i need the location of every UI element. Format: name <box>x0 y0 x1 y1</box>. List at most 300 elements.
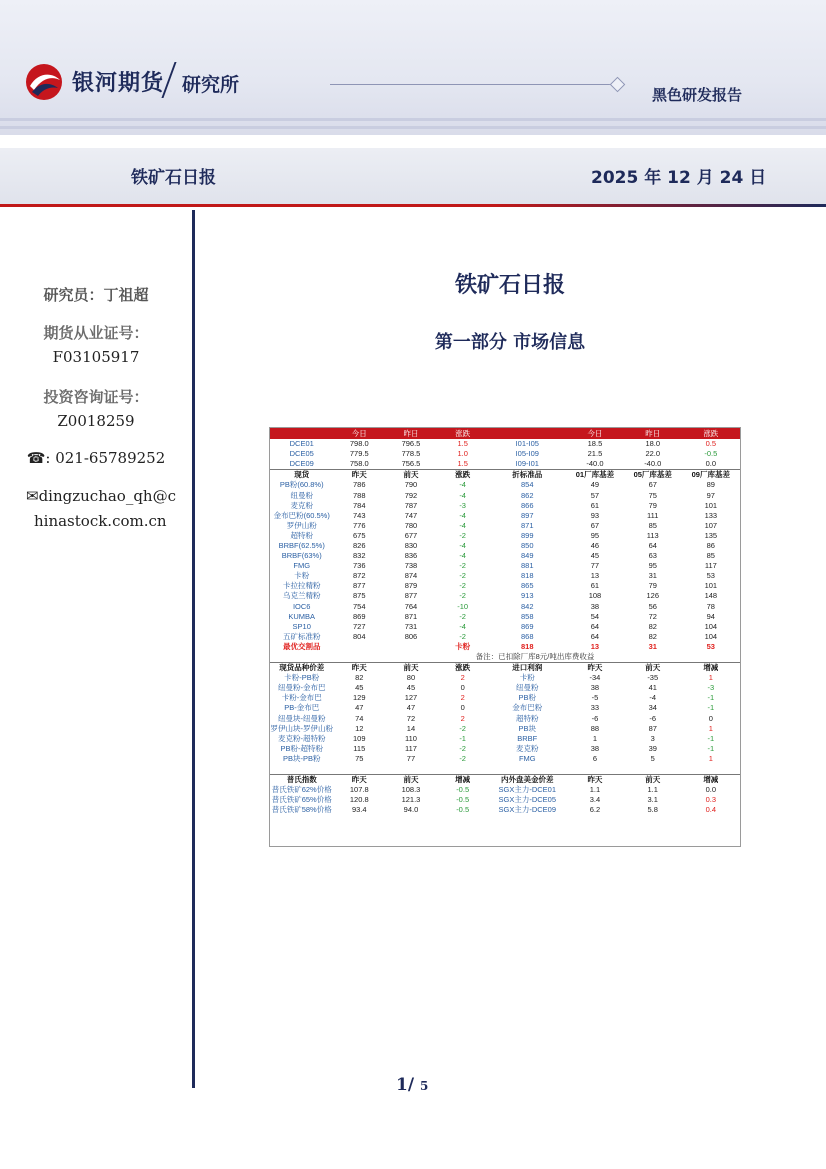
table-row <box>270 734 740 744</box>
table-cell: 871 <box>404 611 418 621</box>
table-cell: 879 <box>404 581 418 591</box>
table-cell: 61 <box>590 581 600 591</box>
table-cell: KUMBA <box>288 611 316 621</box>
table-cell: 38 <box>590 601 600 611</box>
table-cell: 850 <box>521 540 534 550</box>
table-cell: 754 <box>353 601 366 611</box>
table-cell: 卡粉-PB粉 <box>284 673 320 683</box>
table-cell: 53 <box>706 571 715 581</box>
table-cell: 41 <box>648 683 657 693</box>
table-cell: 872 <box>353 571 366 581</box>
table-cell: 877 <box>353 581 366 591</box>
table-cell: -2 <box>459 530 466 540</box>
table-cell: -0.5 <box>456 785 470 795</box>
table-cell: 743 <box>353 510 366 520</box>
table-cell: 6 <box>592 753 598 763</box>
table-cell: 74 <box>355 713 364 723</box>
table-cell: 罗伊山粉 <box>286 520 317 530</box>
table-cell: 110 <box>404 733 417 743</box>
table-cell: -1 <box>707 703 715 713</box>
table-cell: 超特粉 <box>290 530 313 540</box>
table-cell: 75 <box>355 753 364 763</box>
table-cell: -3 <box>459 500 466 510</box>
table-cell: 675 <box>353 530 366 540</box>
table-cell: 792 <box>404 490 418 500</box>
table-row <box>270 744 740 754</box>
table-row <box>270 490 740 500</box>
table-cell: 830 <box>404 540 418 550</box>
table-row <box>270 612 740 622</box>
table-cell: 75 <box>648 490 657 500</box>
table-cell: -4 <box>459 540 466 550</box>
table-cell: 普氏铁矿62%价格 <box>271 785 332 795</box>
table-cell: 18.0 <box>645 439 661 449</box>
table-cell: FMG <box>293 561 311 571</box>
table-cell: 0 <box>460 683 465 693</box>
table-cell: 今日 <box>566 428 624 439</box>
table-cell: I01-I05 <box>515 439 539 449</box>
table-cell: 21.5 <box>587 449 603 459</box>
table-cell: PB块-PB粉 <box>282 753 321 763</box>
table-cell: 13 <box>590 571 600 581</box>
table-cell: 113 <box>646 530 659 540</box>
table-cell: I05-I09 <box>515 449 539 459</box>
table-row <box>270 581 740 591</box>
table-cell: 64 <box>590 621 600 631</box>
table-cell: 45 <box>590 551 600 561</box>
table-cell: 0.3 <box>705 795 717 805</box>
table-cell: 1 <box>708 723 713 733</box>
table-cell: 787 <box>404 500 418 510</box>
table-cell: PB粉(60.8%) <box>279 480 324 490</box>
table-cell: 麦克粉-超特粉 <box>277 733 326 743</box>
table-cell: 64 <box>648 540 657 550</box>
table-cell: 38 <box>590 743 600 753</box>
table-cell: 31 <box>648 571 657 581</box>
table-cell: BRBF <box>517 733 538 743</box>
table-cell: 731 <box>404 621 418 631</box>
table-cell: 49 <box>590 480 600 490</box>
table-cell: 862 <box>521 490 534 500</box>
table-cell: 罗伊山块-罗伊山粉 <box>270 723 333 733</box>
table-row <box>270 673 740 683</box>
table-cell: 最优交割品 <box>282 641 321 651</box>
table-cell <box>270 428 333 439</box>
table-cell: 77 <box>406 753 416 763</box>
table-cell: 796.5 <box>401 439 421 449</box>
table-cell: 776 <box>353 520 366 530</box>
table-cell: PB粉 <box>518 693 537 703</box>
researcher: 研究员：丁祖超 <box>43 286 149 304</box>
table-cell: -2 <box>459 611 466 621</box>
table-cell: PB粉-超特粉 <box>280 743 323 753</box>
table-cell: 0.0 <box>705 785 717 795</box>
table-cell: SGX主力-DCE05 <box>498 795 557 805</box>
table-cell: 金布巴粉 <box>512 703 543 713</box>
table-row <box>270 724 740 734</box>
spacer <box>270 764 740 775</box>
table-cell: 858 <box>521 611 534 621</box>
table-cell: 788 <box>353 490 366 500</box>
table-cell: 72 <box>648 611 657 621</box>
table-cell: 778.5 <box>401 449 421 459</box>
table-cell: 47 <box>406 703 416 713</box>
table-row <box>270 501 740 511</box>
table-cell: 纽曼粉-金布巴 <box>277 683 326 693</box>
table-cell: -3 <box>707 683 715 693</box>
table-cell: IOC6 <box>292 601 311 611</box>
table-cell: 39 <box>648 743 657 753</box>
header-line <box>330 84 620 85</box>
table-cell: SGX主力-DCE09 <box>498 805 557 815</box>
table-cell: 前天 <box>624 663 682 674</box>
table-cell: 79 <box>648 581 657 591</box>
table-cell: -2 <box>459 723 466 733</box>
table-cell: 126 <box>646 591 659 601</box>
spacer-row <box>270 764 740 775</box>
table-cell: 779.5 <box>349 449 369 459</box>
table-cell: 1 <box>592 733 598 743</box>
email-line-1[interactable]: ✉dingzuchao_qh@c <box>26 487 176 505</box>
galaxy-logo-icon <box>24 62 64 102</box>
table-cell: 72 <box>406 713 416 723</box>
table-cell: 0.0 <box>705 459 717 469</box>
table-cell: 普氏铁矿58%价格 <box>271 805 332 815</box>
table-cell: 56 <box>648 601 657 611</box>
table-cell: 842 <box>521 601 534 611</box>
table-cell: -6 <box>591 713 599 723</box>
table-cell: -4 <box>459 520 466 530</box>
table-cell: 784 <box>353 500 366 510</box>
table-cell: PB-金布巴 <box>284 703 320 713</box>
futures-cert: F03105917 <box>52 348 140 366</box>
table-cell: 0 <box>460 703 465 713</box>
table-row <box>270 622 740 632</box>
table-cell: 前天 <box>385 775 437 786</box>
table-cell: -1 <box>707 733 715 743</box>
table-cell: 3 <box>650 733 655 743</box>
table-cell: 涨跌 <box>437 470 489 481</box>
phone: ☎: 021-65789252 <box>26 449 166 467</box>
advisory-cert-label: 投资咨询证号： <box>43 388 149 406</box>
table-cell: 85 <box>706 551 715 561</box>
table-row <box>270 480 740 490</box>
table-cell: 33 <box>590 703 600 713</box>
table-cell: 5 <box>650 753 655 763</box>
table-cell: 148 <box>704 591 718 601</box>
table-cell: 卡粉 <box>455 641 471 651</box>
table-cell: -10 <box>457 601 469 611</box>
table-cell: 133 <box>704 510 718 520</box>
table-row <box>270 703 740 713</box>
table-cell: 乌克兰精粉 <box>282 591 321 601</box>
table-cell: 764 <box>404 601 418 611</box>
table-cell: 12 <box>355 723 364 733</box>
table-cell: -4 <box>649 693 657 703</box>
table-cell: 折标准品 <box>489 470 567 481</box>
table-cell: 昨天 <box>566 775 624 786</box>
table-cell: 01厂库基差 <box>566 470 624 481</box>
table-cell: 昨日 <box>385 428 437 439</box>
table-cell: 增减 <box>682 663 740 674</box>
table-cell: 129 <box>353 693 366 703</box>
note: 备注：已扣除厂库8元/吨出库费收益 <box>475 652 595 662</box>
table-cell: 昨天 <box>333 775 385 786</box>
table-cell: 3.1 <box>647 795 658 805</box>
table-cell: 80 <box>406 673 416 683</box>
table-cell: 13 <box>590 641 600 651</box>
table-cell: -5 <box>591 693 599 703</box>
table-cell: -4 <box>459 551 466 561</box>
table-cell: 昨日 <box>624 428 682 439</box>
table-cell: -2 <box>459 591 466 601</box>
table-cell: 45 <box>406 683 416 693</box>
table-cell: 86 <box>706 540 715 550</box>
table-cell: -1 <box>707 693 715 703</box>
futures-header-row <box>270 428 740 439</box>
table-cell: 18.5 <box>587 439 603 449</box>
table-cell: 1 <box>708 753 713 763</box>
table-cell: 五矿标准粉 <box>282 631 321 641</box>
table-cell: -4 <box>459 490 466 500</box>
table-cell: 涨跌 <box>437 428 489 439</box>
table-cell: 现货 <box>270 470 333 481</box>
market-table <box>269 427 741 847</box>
table-cell: 进口利润 <box>489 663 567 674</box>
table-cell: SP10 <box>292 621 311 631</box>
table-cell: 普氏指数 <box>270 775 333 786</box>
table-cell: 866 <box>521 500 534 510</box>
table-cell: 纽曼粉 <box>290 490 313 500</box>
table-cell: 87 <box>648 723 657 733</box>
table-cell: 1.5 <box>457 439 468 449</box>
table-cell: 868 <box>521 631 534 641</box>
table-cell: -0.5 <box>456 805 470 815</box>
table-cell: 93.4 <box>351 805 367 815</box>
table-cell: 120.8 <box>349 795 369 805</box>
table-cell: 0.5 <box>705 439 717 449</box>
table-cell: 67 <box>590 520 600 530</box>
table-cell: 64 <box>590 631 600 641</box>
table-cell: 135 <box>704 530 718 540</box>
table-cell: PB块 <box>518 723 537 733</box>
table-cell: 756.5 <box>401 459 421 469</box>
report-date: 2025 年 12 月 24 日 <box>591 168 767 188</box>
table-cell: 818 <box>521 571 534 581</box>
best-deliverable-row <box>270 642 740 652</box>
table-cell: 6.2 <box>589 805 601 815</box>
report-title: 铁矿石日报 <box>131 168 216 188</box>
table-cell: -2 <box>459 631 466 641</box>
table-cell: 61 <box>590 500 600 510</box>
section-title: 第一部分 市场信息 <box>434 332 586 353</box>
table-cell: 纽曼粉 <box>516 683 539 693</box>
table-cell <box>385 642 437 652</box>
email-line-2[interactable]: hinastock.com.cn <box>34 512 167 530</box>
table-cell: 913 <box>521 591 534 601</box>
table-cell: 97 <box>706 490 715 500</box>
table-cell: DCE05 <box>289 449 314 459</box>
table-cell: 832 <box>353 551 366 561</box>
brand-name: 银河期货 <box>72 71 165 96</box>
table-cell: 101 <box>704 500 718 510</box>
table-row <box>270 632 740 642</box>
table-cell: 93 <box>590 510 600 520</box>
table-row <box>270 561 740 571</box>
table-cell: 34 <box>648 703 657 713</box>
table-cell: SGX主力-DCE01 <box>498 785 557 795</box>
table-cell: 869 <box>521 621 534 631</box>
table-cell: 82 <box>355 673 364 683</box>
table-cell: 53 <box>706 641 715 651</box>
table-cell: 104 <box>704 621 718 631</box>
table-cell: -0.5 <box>704 449 718 459</box>
table-cell: 109 <box>353 733 366 743</box>
table-cell: 95 <box>590 530 600 540</box>
table-row <box>270 754 740 764</box>
table-cell: 871 <box>521 520 534 530</box>
table-cell: 1.5 <box>457 459 468 469</box>
table-cell: 31 <box>648 641 657 651</box>
table-cell: 865 <box>521 581 534 591</box>
table-cell: 0.4 <box>705 805 717 815</box>
table-cell: -40.0 <box>644 459 662 469</box>
institute-name: 研究所 <box>182 74 240 96</box>
table-cell: 前天 <box>385 470 437 481</box>
table-cell: -2 <box>459 561 466 571</box>
table-row <box>270 714 740 724</box>
table-cell: 849 <box>521 551 534 561</box>
table-cell: 涨跌 <box>437 663 489 674</box>
table-cell: 85 <box>648 520 657 530</box>
table-cell: 82 <box>648 631 657 641</box>
table-cell: 3.4 <box>589 795 601 805</box>
table-cell: 874 <box>404 571 418 581</box>
table-cell: -2 <box>459 571 466 581</box>
table-cell: 卡拉拉精粉 <box>282 581 321 591</box>
table-cell: 108.3 <box>401 785 421 795</box>
table-cell: 今日 <box>333 428 385 439</box>
table-cell: 09厂库基差 <box>682 470 740 481</box>
table-cell: 677 <box>404 530 418 540</box>
futures-cert-label: 期货从业证号： <box>43 324 149 342</box>
table-cell: 1.1 <box>647 785 658 795</box>
table-cell: -4 <box>459 480 466 490</box>
table-cell: 854 <box>521 480 534 490</box>
table-cell: 875 <box>353 591 366 601</box>
table-cell: 104 <box>704 631 718 641</box>
table-cell: 普氏铁矿65%价格 <box>271 795 332 805</box>
table-cell: -35 <box>647 673 659 683</box>
table-row <box>270 511 740 521</box>
table-cell: 758.0 <box>349 459 369 469</box>
table-cell: 54 <box>590 611 600 621</box>
table-cell: 790 <box>404 480 418 490</box>
table-cell: 38 <box>590 683 600 693</box>
table-cell: 47 <box>355 703 364 713</box>
table-cell: -4 <box>459 621 466 631</box>
table-row <box>270 591 740 601</box>
table-row <box>270 459 740 470</box>
table-cell: 94.0 <box>403 805 419 815</box>
table-row <box>270 551 740 561</box>
table-cell: 57 <box>590 490 600 500</box>
table-cell: BRBF(62.5%) <box>278 540 325 550</box>
table-cell: 108 <box>588 591 602 601</box>
table-row <box>270 521 740 531</box>
table-cell: 14 <box>406 723 416 733</box>
table-cell: 780 <box>404 520 418 530</box>
doc-title: 铁矿石日报 <box>454 272 565 298</box>
table-cell: 5.8 <box>647 805 658 815</box>
table-row <box>270 571 740 581</box>
table-cell: 798.0 <box>349 439 369 449</box>
table-cell: 101 <box>704 581 718 591</box>
table-cell: 昨天 <box>566 663 624 674</box>
sidebar-divider <box>192 210 195 1088</box>
table-cell: -6 <box>649 713 657 723</box>
table-cell: 826 <box>353 540 366 550</box>
table-cell: 卡粉-金布巴 <box>281 693 322 703</box>
table-cell: 纽曼块-纽曼粉 <box>277 713 326 723</box>
table-cell: 1.1 <box>589 785 601 795</box>
table-row <box>270 531 740 541</box>
table-cell: 117 <box>404 743 417 753</box>
table-cell: 46 <box>590 540 600 550</box>
table-cell: 727 <box>353 621 366 631</box>
table-cell: 77 <box>590 561 600 571</box>
table-cell: BRBF(63%) <box>281 551 322 561</box>
table-cell: 1 <box>708 673 713 683</box>
advisory-cert: Z0018259 <box>57 412 135 430</box>
table-cell: -40.0 <box>586 459 604 469</box>
table-row <box>270 785 740 795</box>
table-cell: -4 <box>459 510 466 520</box>
table-row <box>270 805 740 815</box>
table-cell: 95 <box>648 561 657 571</box>
table-cell: -2 <box>459 581 466 591</box>
table-cell <box>489 428 567 439</box>
table-cell: 94 <box>706 611 715 621</box>
table-cell: 836 <box>404 551 418 561</box>
table-cell: 107.8 <box>349 785 369 795</box>
table-cell: 45 <box>355 683 364 693</box>
table-cell: 121.3 <box>401 795 421 805</box>
table-cell: 涨跌 <box>682 428 740 439</box>
table-cell: 内外盘美金价差 <box>489 775 567 786</box>
table-cell: 899 <box>521 530 534 540</box>
table-row <box>270 683 740 693</box>
table-cell: 前天 <box>624 775 682 786</box>
table-cell: 麦克粉 <box>516 743 539 753</box>
table-cell: 卡粉 <box>294 571 310 581</box>
table-cell: 115 <box>353 743 366 753</box>
table-cell: 877 <box>404 591 418 601</box>
table-cell: 738 <box>404 561 418 571</box>
table-cell: 增减 <box>682 775 740 786</box>
table-cell: 78 <box>706 601 715 611</box>
table-cell: 747 <box>404 510 418 520</box>
table-cell: 897 <box>521 510 534 520</box>
table-cell: 昨天 <box>333 470 385 481</box>
table-cell: -2 <box>459 753 466 763</box>
table-cell: 127 <box>404 693 418 703</box>
table-cell: I09-I01 <box>515 459 539 469</box>
table-cell <box>333 642 385 652</box>
table-cell: 2 <box>460 713 465 723</box>
table-cell: 117 <box>704 561 717 571</box>
note-row <box>270 652 740 663</box>
